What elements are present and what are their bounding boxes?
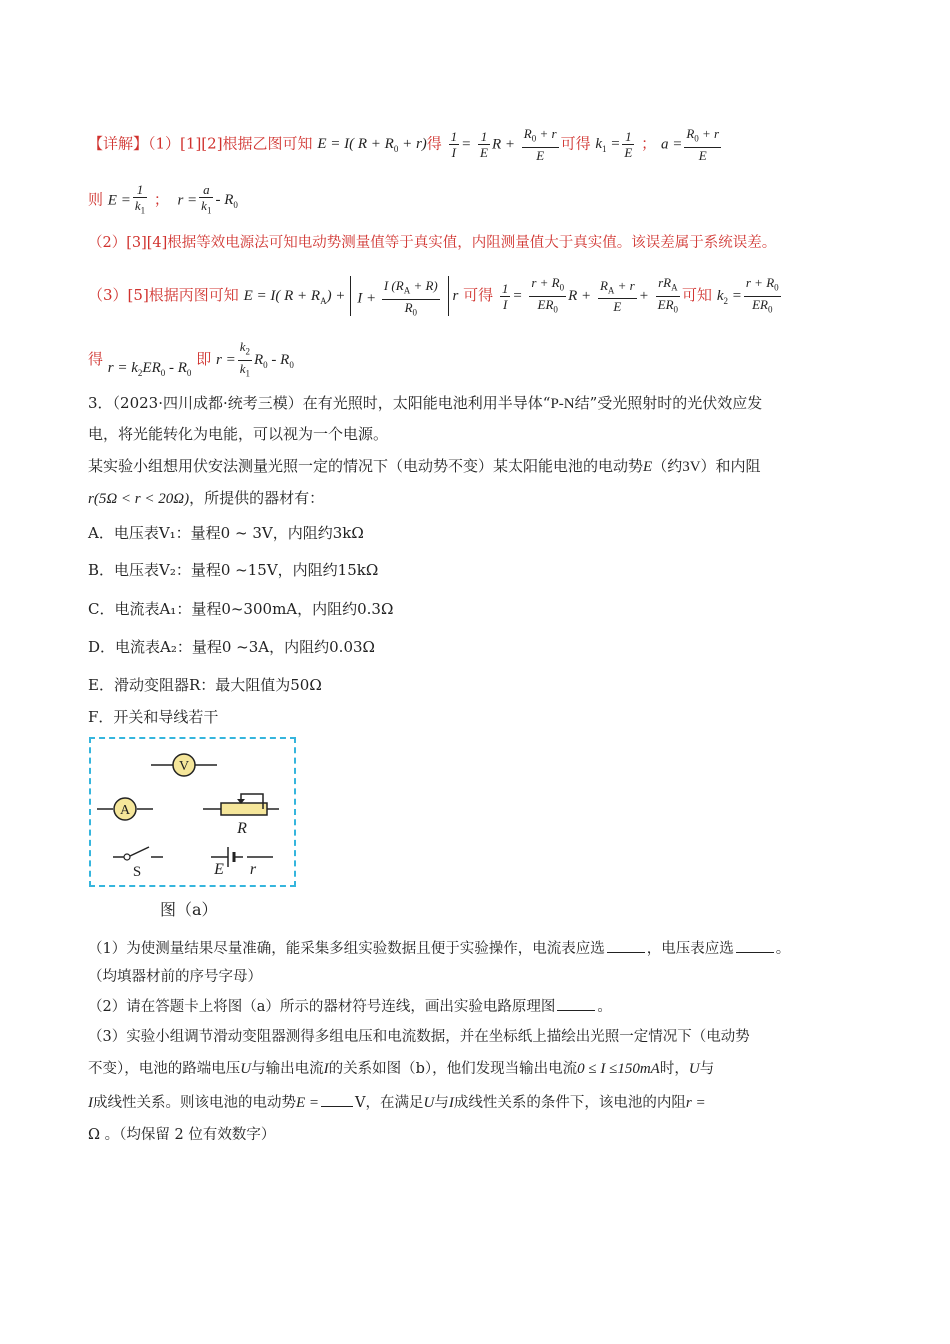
- switch-label: S: [132, 864, 142, 880]
- ammeter-symbol: [97, 798, 153, 820]
- answer-blank-4[interactable]: [321, 1106, 353, 1107]
- subq-3-line-2: [88, 1058, 714, 1080]
- question-line-2: 电，将光能转化为电能，可以视为一个电源。: [88, 425, 389, 443]
- s3-I2: I: [88, 1095, 93, 1111]
- frac-E: $\frac{1}{k_1}$: [134, 182, 146, 216]
- detail-p3-intro: （3）[5]根据丙图可知: [88, 286, 239, 305]
- detail-line-3: （2）[3][4]根据等效电源法可知电动势测量值等于真实值，内阻测量值大于真实值。该误差属于系统误差。: [88, 235, 777, 251]
- s3d: 的关系如图（b），他们发现当输出电流: [328, 1061, 578, 1077]
- detail-line-5: 得 $r = k_2ER_0 - R_0$ 即 r = $\frac{k_2}{k_1}$ $R_0 - R_0$: [88, 339, 294, 379]
- question-line-4: [88, 487, 324, 510]
- subq-3-line-4: Ω 。（均保留 2 位有效数字）: [88, 1127, 276, 1143]
- detail-line-2: 则 E = $\frac{1}{k_1}$ ； r = $\frac{a}{k_1}$ - $R_0$: [88, 182, 238, 219]
- frac-1-over-E: $\frac{1}{E}$: [480, 128, 488, 160]
- text-semi: ；: [641, 134, 657, 153]
- q-text-3b: （约: [652, 457, 683, 475]
- s3-I: I: [323, 1061, 329, 1077]
- voltmeter-symbol: [151, 754, 217, 776]
- s3i: V，在满足: [355, 1095, 424, 1111]
- subq-2: [88, 996, 612, 1018]
- frac-a: $\frac{R_0 + r}{E}$: [686, 126, 720, 163]
- s3-req: r =: [685, 1095, 706, 1111]
- s3c: 与输出电流: [251, 1061, 324, 1077]
- q-text-1b: 结”受光照射时的光伏效应发: [574, 394, 763, 412]
- s3-U2: U: [688, 1061, 700, 1077]
- q-text-3c: 3V: [682, 459, 701, 475]
- s1c: 。: [775, 941, 791, 957]
- q-text-3d: ）和内阻: [700, 457, 761, 475]
- option-f: F．开关和导线若干: [88, 708, 219, 726]
- option-e: E．滑动变阻器R：最大阻值为50Ω: [88, 676, 322, 694]
- frac-R0r-over-E: $\frac{R_0 + r}{E}$: [523, 126, 557, 163]
- answer-blank-2[interactable]: [736, 952, 774, 953]
- s3e: 0 ≤ I ≤150mA: [577, 1061, 660, 1077]
- answer-blank-1[interactable]: [607, 952, 645, 953]
- subq-1-note: （均填器材前的序号字母）: [88, 969, 262, 985]
- s3-U3: U: [423, 1095, 435, 1111]
- q-text-3a: 某实验小组想用伏安法测量光照一定的情况下（电动势不变）某太阳能电池的电动势: [88, 457, 644, 475]
- option-b: B．电压表V₂：量程0 ~15V，内阻约15kΩ: [88, 561, 379, 579]
- switch-symbol: [113, 847, 163, 880]
- s3g: 与: [699, 1061, 715, 1077]
- s3-I3: I: [448, 1095, 454, 1111]
- text-kezhi: 可知: [682, 286, 713, 305]
- text-ji: 即: [196, 350, 212, 369]
- text-ze: 则: [88, 190, 104, 209]
- s3h: 成线性关系。则该电池的电动势: [93, 1095, 296, 1111]
- s1a: （1）为使测量结果尽量准确，能采集多组实验数据且便于实验操作，电流表应选: [88, 941, 605, 957]
- s3-Eeq: E =: [296, 1095, 320, 1111]
- detail-label: 【详解】: [88, 134, 149, 153]
- q-text-1: 3．（2023·四川成都·统考三模）在有光照时，太阳能电池利用半导体“: [88, 394, 551, 412]
- s3f: 时，: [659, 1061, 689, 1077]
- detail-line-4: （3）[5]根据丙图可知 E = I( $R + R_A) + I$ + $\frac{I (R_A + R)}{R_0}$ r 可得 $\frac{1}{I}$ = $\frac{r + R_0}{ER_0}$ R + $\frac{R_A + r}{E}$ + $\frac{rR_A}{ER_0}$ 可知 $k_2$ = $\frac{r + R_0}{ER_0}$: [88, 275, 779, 318]
- answer-blank-3[interactable]: [557, 1010, 595, 1011]
- s2end: 。: [597, 999, 612, 1015]
- ammeter-label: A: [119, 803, 131, 818]
- battery-E-label: E: [214, 861, 224, 878]
- text-semi-2: ；: [153, 190, 169, 209]
- text-de: 得: [426, 134, 442, 153]
- option-c: C．电流表A₁：量程0~300mA，内阻约0.3Ω: [88, 600, 394, 618]
- detail-p1-intro: （1）[1][2]根据乙图可知: [148, 134, 313, 153]
- q-text-4b: ，所提供的器材有：: [189, 489, 325, 507]
- q-text-4a: r(5Ω < r < 20Ω): [88, 491, 190, 507]
- s2: （2）请在答题卡上将图（a）所示的器材符号连线，画出实验电路原理图: [88, 999, 556, 1015]
- subq-3-line-1: （3）实验小组调节滑动变阻器测得多组电压和电流数据，并在坐标纸上描绘出光照一定情况下（电动势: [88, 1029, 750, 1045]
- equipment-svg: [91, 739, 294, 885]
- figure-caption: 图（a）: [160, 900, 218, 919]
- option-a: A．电压表V₁：量程0 ~ 3V，内阻约3kΩ: [88, 524, 364, 542]
- rheostat-label: R: [237, 820, 247, 837]
- frac-1-over-I: $\frac{1}{I}$: [450, 128, 458, 160]
- battery-r-label: r: [249, 861, 257, 878]
- q-pn: P-N: [550, 396, 575, 412]
- s3k: 成线性关系的条件下，该电池的内阻: [453, 1095, 686, 1111]
- frac-k1: $\frac{1}{E}$: [624, 128, 633, 160]
- s3b: 不变），电池的路端电压: [88, 1061, 241, 1077]
- subq-3-line-3: [88, 1092, 706, 1114]
- text-kede: 可得: [560, 134, 591, 153]
- s3-U: U: [240, 1061, 252, 1077]
- option-d: D．电流表A₂：量程0 ~3A，内阻约0.03Ω: [88, 638, 375, 656]
- voltmeter-label: V: [178, 759, 190, 774]
- formula-E-IR: E = I( $R + R_0 + r$): [317, 136, 427, 155]
- question-line-3: 某实验小组想用伏安法测量光照一定的情况下（电动势不变）某太阳能电池的电动势E（约3V）和内阻: [88, 457, 761, 475]
- frac-r: $\frac{a}{k_1}$: [201, 182, 212, 216]
- equipment-figure: [89, 737, 296, 887]
- s3j: 与: [434, 1095, 449, 1111]
- s1b: ，电压表应选: [646, 941, 734, 957]
- question-line-1: [88, 392, 762, 415]
- text-de-2: 得: [88, 350, 104, 369]
- detail-line-1: 【详解】（1）[1][2]根据乙图可知 E = I( $R + R_0 + r$)得 $\frac{1}{I}$ = $\frac{1}{E}$ R + $\frac{R_0 + r}{E}$ 可得 $k_1$ = $\frac{1}{E}$ ； a = $\frac{R_0 + r}{E}$: [88, 126, 720, 163]
- bracket-term: I + $\frac{I (R_A + R)}{R_0}$: [350, 276, 449, 316]
- rheostat-symbol: [203, 794, 279, 837]
- battery-symbol: [211, 847, 273, 878]
- subq-1: [88, 938, 790, 960]
- text-kede-2: 可得: [463, 286, 494, 305]
